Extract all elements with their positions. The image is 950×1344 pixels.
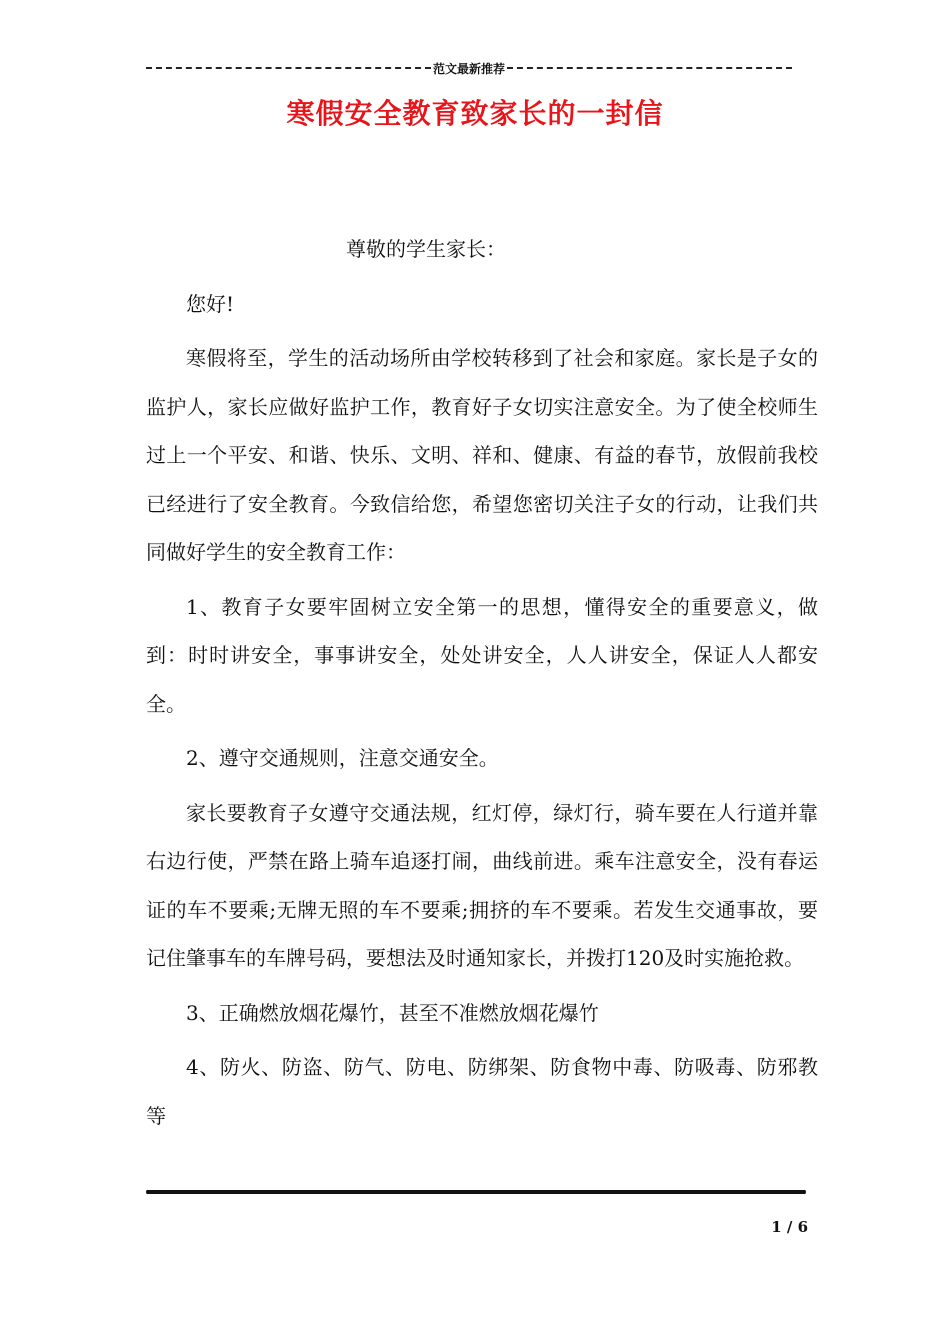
paragraph-item-4: 4、防火、防盗、防气、防电、防绑架、防食物中毒、防吸毒、防邪教等 — [146, 1055, 818, 1128]
document-title: 寒假安全教育致家长的一封信 — [286, 97, 664, 130]
paragraph-item-2: 2、遵守交通规则，注意交通安全。 — [186, 746, 499, 770]
letter-body — [146, 225, 818, 1146]
paragraph-item-3: 3、正确燃放烟花爆竹，甚至不准燃放烟花爆竹 — [186, 1000, 599, 1025]
page-number: 1 / 6 — [771, 1218, 808, 1236]
paragraph-item-1: 1、教育子女要牢固树立安全第一的思想，懂得安全的重要意义，做到：时时讲安全，事事讲安全，处处讲安全，人人讲安全，保证人人都安全。 — [146, 594, 818, 716]
footer-rule — [146, 1189, 806, 1195]
salutation: 尊敬的学生家长： — [346, 237, 506, 261]
greeting: 您好! — [186, 291, 235, 316]
header-dash-left — [146, 67, 431, 69]
header-label: 范文最新推荐 — [433, 61, 506, 76]
paragraph-traffic: 家长要教育子女遵守交通法规，红灯停，绿灯行，骑车要在人行道并靠右边行使，严禁在路上骑车追逐打闹，曲线前进。乘车注意安全，没有春运证的车不要乘;无牌无照的车不要乘;拥挤的车不要乘。若发生交通事故，要记住肇事车的车牌号码，要想法及时通知家长，并拨打120及时实施抢救。 — [146, 800, 818, 970]
paragraph-intro: 寒假将至，学生的活动场所由学校转移到了社会和家庭。家长是子女的监护人，家长应做好监护工作，教育好子女切实注意安全。为了使全校师生过上一个平安、和谐、快乐、文明、祥和、健康、有益的春节，放假前我校已经进行了安全教育。今致信给您，希望您密切关注子女的行动，让我们共同做好学生的安全教育工作： — [146, 346, 818, 564]
header-rule — [146, 58, 792, 78]
header-dash-right — [507, 67, 792, 69]
